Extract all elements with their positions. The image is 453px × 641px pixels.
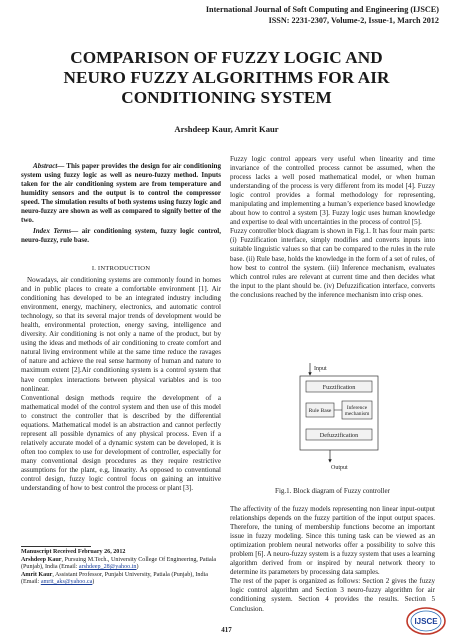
footnote-divider bbox=[21, 546, 91, 547]
right-column-top bbox=[230, 155, 435, 300]
inference-label-2: mechanism bbox=[344, 411, 370, 417]
page-number: 417 bbox=[221, 626, 232, 634]
defuzzification-label: Defuzzification bbox=[319, 432, 359, 439]
ijsce-logo bbox=[405, 606, 447, 636]
introduction-body bbox=[21, 276, 221, 493]
footnote bbox=[21, 549, 221, 587]
fuzzy-controller-diagram bbox=[294, 363, 382, 471]
index-terms-lead: Index Terms— bbox=[33, 227, 79, 235]
input-label: Input bbox=[314, 366, 327, 372]
manuscript-received: Manuscript Received February 26, 2012 bbox=[21, 549, 126, 555]
journal-header bbox=[206, 5, 439, 26]
author1-email[interactable]: arshdeep_28@yahoo.in bbox=[78, 564, 137, 571]
section-heading-introduction: I. INTRODUCTION bbox=[91, 265, 151, 272]
author1-close: ) bbox=[136, 564, 139, 571]
title-line-2: NEURO FUZZY ALGORITHMS FOR AIR bbox=[63, 68, 390, 87]
index-terms bbox=[21, 227, 221, 245]
journal-issn: ISSN: 2231-2307, Volume-2, Issue-1, March 2012 bbox=[268, 15, 439, 25]
output-label: Output bbox=[331, 465, 348, 471]
author-list: Arshdeep Kaur, Amrit Kaur bbox=[174, 124, 279, 134]
author2-close: ) bbox=[92, 579, 95, 586]
author2-email[interactable]: amrit_aks@yahoo.ca bbox=[40, 579, 93, 586]
abstract bbox=[21, 162, 221, 225]
logo-text: IJSCE bbox=[414, 617, 438, 626]
rule-base-label: Rule Base bbox=[308, 408, 332, 414]
abstract-lead: Abstract— bbox=[33, 162, 65, 170]
title-line-1: COMPARISON OF FUZZY LOGIC AND bbox=[70, 48, 383, 67]
figure-caption: Fig.1. Block diagram of Fuzzy controller bbox=[275, 487, 390, 495]
index-terms-text: air conditioning system, fuzzy logic control, neuro-fuzzy, rule base. bbox=[21, 227, 221, 245]
fuzzification-label: Fuzzification bbox=[322, 384, 356, 391]
author1-details: , Pursuing M.Tech., University College Of Engineering, Patiala (Punjab), India (Email: bbox=[21, 556, 217, 571]
author2-name: Amrit Kaur bbox=[21, 571, 53, 578]
inference-label-1: Inference bbox=[346, 405, 368, 411]
journal-name: International Journal of Soft Computing and Engineering (IJSCE) bbox=[205, 5, 439, 14]
author1-name: Arshdeep Kaur bbox=[21, 556, 62, 563]
right-paragraph-2: Fuzzy controller block diagram is shown in Fig.1. It has four main parts: (i) Fuzzification interface, simply modifies and converts inputs into suitable linguistic values so that can be compared to the rules in the rule base. (ii) Rule base, holds the knowledge in the form of a set of rules, of how best to control the system. (iii) Inference mechanism, evaluates which control rules are relevant at current time and then decides what the input to the plant should be. (iv) Defuzzification interface, converts the conclusions reached by the inference mechanism into crisp ones. bbox=[230, 227, 435, 299]
right-column-bottom bbox=[230, 505, 435, 614]
right-paragraph-1: Fuzzy logic control appears very useful when linearity and time invariance of the controlled process cannot be assumed, when the process lacks a well posed mathematical model, or when human understanding of the process is very different from its model [4]. Fuzzy logic control provides a formal methodology for representing, manipulating and implementing a human’s experience based knowledge about how to control a system [3]. Fuzzy logic uses human knowledge and expertise to deal with uncertainties in the process of control [5]. bbox=[230, 155, 435, 227]
right-paragraph-4: The rest of the paper is organized as follows: Section 2 gives the fuzzy logic control algorithm and Section 3 neuro-fuzzy algorithm for air conditioning system. Section 4 provides the results. Section 5 Conclusion. bbox=[230, 577, 435, 613]
right-paragraph-3: The affectivity of the fuzzy models representing non linear input-output relationships depends on the fuzzy partition of the input output spaces. Therefore, the tuning of membership functions become an important issue in fuzzy modeling. Since this tuning task can be viewed as an optimization problem neural networks offer a possibility to solve this problem [6]. A neuro-fuzzy system is a fuzzy system that uses a learning algorithm derived from or inspired by neural network theory to determine its parameters by processing data samples. bbox=[230, 505, 435, 577]
abstract-text: This paper provides the design for air conditioning system using fuzzy logic as well as neuro-fuzzy method. Inputs taken for the air conditioning system are from temperature and humidity sensors and the output is to control the compressor speed. The simulation results of both systems using fuzzy logic and neuro-fuzzy are shown as well as compared to signify better of the two. bbox=[21, 162, 221, 225]
author2-details: , Assistant Professor, Punjabi University, Patiala (Punjab), India (Email: bbox=[21, 571, 208, 586]
intro-paragraph-2: Conventional design methods require the development of a mathematical model of the control system and then use of this model to construct the controller that is described by the differential equations. Mathematical model is an abstraction and cannot perfectly represent all possible dynamics of any physical process. Even if a relatively accurate model of a dynamic system can be developed, it is often too complex to use for development of controller, especially for many conventional design procedures as they require restrictive assumptions for the plant, e.g, linearity. As opposed to conventional control design, fuzzy logic control focus on gaining an intuitive understanding of how to best control the process or plant [3]. bbox=[21, 393, 221, 493]
author2-affiliation bbox=[21, 572, 221, 587]
title-line-3: CONDITIONING SYSTEM bbox=[121, 88, 332, 107]
intro-paragraph-1: Nowadays, air conditioning systems are commonly found in homes and in public places to create a comfortable environment [1]. Air conditioning has developed to be an integrated industry including environment, energy, machinery, electronics, and automatic control technology, so that its several major trends of development would be health, environmental protection, energy saving, intelligence and diversity. Air conditioning is not only a name of the product, but by using the ideas and methods of air conditioning to create comfort and natural living environment while at the same time reduce the ravages of nature and achieve the real sense harmony of human and nature to maximum extent [2].Air conditioning system is a control system that have complex interactions between physical variables and is too nonlinear. bbox=[21, 276, 221, 393]
author1-affiliation bbox=[21, 557, 221, 572]
paper-title bbox=[0, 48, 453, 108]
